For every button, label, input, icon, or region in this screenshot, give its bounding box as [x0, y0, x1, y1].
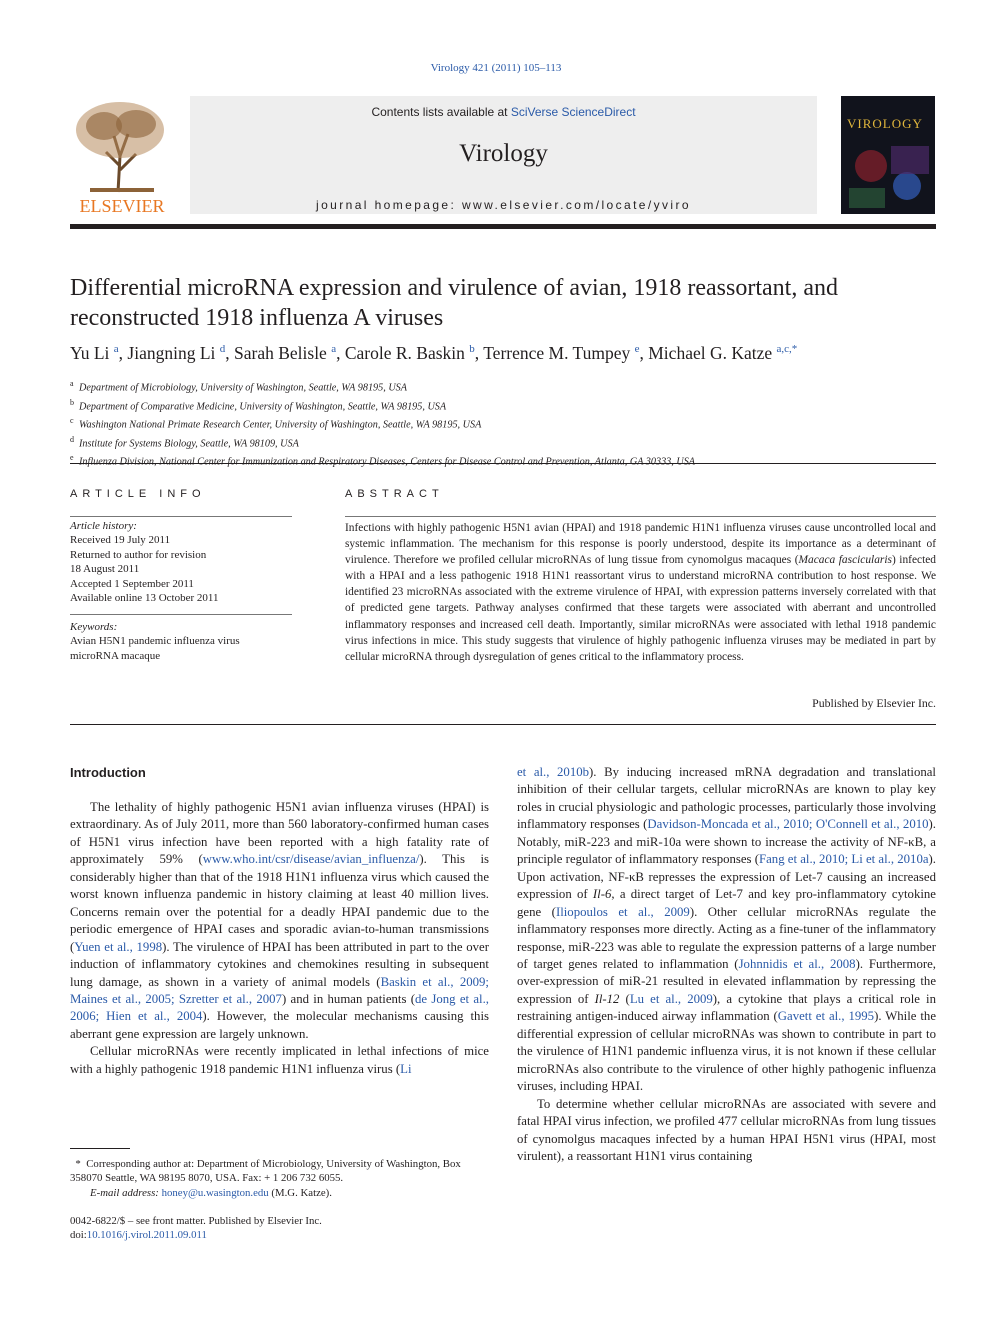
who-link[interactable]: www.who.int/csr/disease/avian_influenza/	[202, 852, 420, 867]
elsevier-logo[interactable]	[70, 96, 174, 216]
contents-prefix: Contents lists available at	[371, 105, 511, 119]
citation-link[interactable]: Gavett et al., 1995	[777, 1009, 875, 1024]
body-column-left	[70, 799, 489, 1078]
body-column-right	[517, 764, 936, 1165]
author-list	[70, 343, 936, 364]
elsevier-wordmark: ELSEVIER	[79, 196, 165, 216]
citation-link[interactable]: Baskin et al., 2009; Maines et al., 2005; Szretter et al., 2007	[70, 974, 489, 1006]
keywords	[70, 620, 292, 663]
affiliation-rule	[70, 463, 936, 464]
history-item: Received 19 July 2011	[70, 534, 171, 547]
article-info	[70, 519, 292, 605]
citation-link[interactable]: Iliopoulos et al., 2009	[555, 904, 690, 919]
journal-cover-image[interactable]	[841, 96, 935, 214]
abstract-text: Infections with highly pathogenic H5N1 avian (HPAI) and 1918 pandemic H1N1 influenza viruses cause uncontrolled local and systemic inflammation. The mechanism for this response is poorly understood, despite its importance as a determinant of virulence. Therefore we profiled cellular microRNAs of lung tissue from cynomolgus macaques (Macaca fascicularis) infected with a HPAI and a less pathogenic 1918 H1N1 reassortant virus to understand microRNA contribution to host response. We identified 23 microRNAs associated with the extreme virulence of HPAI, with expression patterns inversely correlated with that of predicted gene targets. Pathway analyses confirmed that these targets were associated with aberrant and uncontrolled inflammatory responses and increased cell death. Importantly, similar microRNAs were associated with lethal 1918 pandemic virus infections in mice. This study suggests that virulence of highly pathogenic influenza viruses may be mediated in part by cellular microRNA through dysregulation of genes critical to the inflammatory process.	[345, 522, 936, 663]
history-label: Article history:	[70, 520, 137, 532]
author[interactable]: Terrence M. Tumpey $^e$,	[483, 343, 649, 363]
author[interactable]: Yu Li $^a$,	[70, 343, 128, 363]
citation-link[interactable]: de Jong et al., 2006; Hien et al., 2004	[70, 991, 489, 1024]
citation-link[interactable]: Davidson-Moncada et al., 2010; O'Connell et al., 2010	[647, 817, 929, 832]
keywords-label: Keywords:	[70, 621, 118, 633]
history-item: 18 August 2011	[70, 563, 140, 576]
affiliation: e	[70, 453, 74, 463]
history-item: Returned to author for revision	[70, 548, 207, 561]
header-rule	[70, 224, 936, 229]
front-matter-info	[70, 1214, 490, 1243]
journal-name: Virology	[459, 140, 548, 167]
introduction-heading: Introduction	[70, 765, 146, 780]
abstract-bottom-rule	[70, 724, 936, 725]
paragraph: The lethality of highly pathogenic H5N1 avian influenza viruses (HPAI) is extraordinary. As of July 2011, more than 560 laboratory-confirmed human cases of H5N1 virus infection have been reported with a high fatality rate of approximately 59% (www.who.int/csr/disease/avian_influenza/). This is considerably higher than that of the 1918 H1N1 influenza virus which caused the worst known influenza pandemic in history claiming at least 40 million lives. Concerns remain over the potential for a deadly HPAI pandemic due to the periodic emergence of HPAI cases and sporadic avian-to-human transmissions (Yuen et al., 1998). The virulence of HPAI has been attributed in part to the over induction of inflammatory cytokines and chemokines resulting in subsequent lung damage, as shown in a variety of animal models (Baskin et al., 2009; Maines et al., 2005; Szretter et al., 2007) and in human patients (de Jong et al., 2006; Hien et al., 2004). However, the molecular mechanisms causing this aberrant gene expression are largely unknown.	[70, 800, 489, 1041]
citation-link[interactable]: et al., 2010b	[517, 765, 590, 779]
contents-line	[190, 105, 817, 119]
doi-line: doi:10.1016/j.virol.2011.09.011	[70, 1229, 207, 1242]
doi-link[interactable]: 10.1016/j.virol.2011.09.011	[86, 1229, 207, 1242]
citation-link[interactable]: Lu et al., 2009	[629, 991, 713, 1006]
cover-art-icon	[841, 96, 935, 214]
author[interactable]: Jiangning Li $^d$,	[127, 343, 234, 363]
elsevier-tree-icon	[70, 96, 174, 216]
affiliation-list	[70, 377, 936, 470]
citation-link[interactable]: Johnnidis et al., 2008	[738, 956, 856, 971]
issn-line: 0042-6822/$ – see front matter. Published by Elsevier Inc.	[70, 1215, 322, 1227]
email-link[interactable]: honey@u.wasington.edu	[161, 1186, 269, 1199]
author[interactable]: Michael G. Katze $^{a,c,*}$	[648, 343, 798, 363]
cover-title: VIROLOGY	[847, 116, 923, 131]
article-title: Differential microRNA expression and virulence of avian, 1918 reassortant, and reconstructed 1918 influenza A viruses	[70, 275, 838, 331]
history-item: Accepted 1 September 2011	[70, 577, 194, 590]
citation-link[interactable]: Fang et al., 2010; Li et al., 2010a	[759, 852, 929, 867]
paragraph: Cellular microRNAs were recently implicated in lethal infections of mice with a highly pathogenic 1918 pandemic H1N1 influenza virus (Li	[70, 1044, 489, 1076]
affiliation: $^a$ Department of Microbiology, University of Washington, Seattle, WA 98195, USA	[70, 379, 407, 394]
journal-homepage[interactable]: journal homepage: www.elsevier.com/locate/yviro	[316, 198, 691, 212]
abstract-rule	[345, 516, 936, 517]
journal-citation[interactable]: Virology 421 (2011) 105–113	[430, 62, 562, 74]
info-rule	[70, 516, 292, 517]
citation-link[interactable]: Yuen et al., 1998	[74, 939, 163, 954]
paragraph-continued: et al., 2010b). By inducing increased mRNA degradation and translational inhibition of their cellular targets, cellular microRNAs are known to play key roles in crucial physiologic and pathologic processes, particularly those involving inflammatory responses (Davidson-Moncada et al., 2010; O'Connell et al., 2010). Notably, miR-223 and miR-10a were shown to increase the activity of NF-κB, a principle regulator of inflammatory responses (Fang et al., 2010; Li et al., 2010a). Upon activation, NF-κB represses the expression of Let-7 causing an increased expression of Il-6, a direct target of Let-7 and key pro-inflammatory cytokine gene (Iliopoulos et al., 2009). Other cellular microRNAs regulate the inflammatory responses more directly. Acting as a fine-tuner of the inflammatory response, miR-223 was able to regulate the expression patterns of a large number of target genes related to inflammation (Johnnidis et al., 2008). Furthermore, over-expression of miR-21 resulted in elevated inflammation by repressing the expression of Il-12 (Lu et al., 2009), a cytokine that plays a critical role in restraining antigen-induced airway inflammation (Gavett et al., 1995). While the differential expression of cellular microRNAs was shown to contribute in part to the virulence of H1N1 pandemic influenza virus, it is not known if these cellular microRNAs also contribute to the virulence of other highly pathogenic influenza viruses, including HPAI.	[517, 765, 937, 1094]
footnote-rule	[70, 1148, 130, 1149]
sciencedirect-link[interactable]: SciVerse ScienceDirect	[510, 105, 636, 119]
keyword: microRNA macaque	[70, 649, 161, 662]
affiliation: $^c$ Washington National Primate Research Center, University of Washington, Seattle, WA 98195, USA	[70, 416, 482, 431]
citation-link[interactable]: Li	[400, 1061, 412, 1076]
journal-banner	[190, 96, 817, 214]
affiliation: $^b$ Department of Comparative Medicine, University of Washington, Seattle, WA 98195, USA	[70, 397, 447, 412]
author[interactable]: Carole R. Baskin $^b$,	[344, 343, 484, 363]
corresponding-author-footnote: * Corresponding author at: Department of Microbiology, University of Washington, Box 358070 Seattle, WA 98195 8070, USA. Fax: + 1 206 732 6055. E-mail address: honey@u.wasington.edu (M.G. Katze).	[70, 1158, 461, 1199]
keywords-rule	[70, 614, 292, 615]
article-info-heading: ARTICLE INFO	[70, 488, 206, 500]
paragraph: To determine whether cellular microRNAs are associated with severe and fatal HPAI virus infection, we profiled 477 cellular microRNAs from lung tissues of cynomolgus macaques infected by a human HPAI H5N1 virus (HPAI, most virulent), a reassortant H1N1 virus containing	[517, 1096, 936, 1163]
abstract-heading: ABSTRACT	[345, 488, 444, 500]
affiliation: $^d$ Institute for Systems Biology, Seattle, WA 98109, USA	[70, 434, 299, 450]
keyword: Avian H5N1 pandemic influenza virus	[70, 635, 240, 648]
history-item: Available online 13 October 2011	[70, 592, 219, 605]
author[interactable]: Sarah Belisle $^a$,	[234, 343, 345, 363]
published-by: Published by Elsevier Inc.	[812, 696, 936, 710]
